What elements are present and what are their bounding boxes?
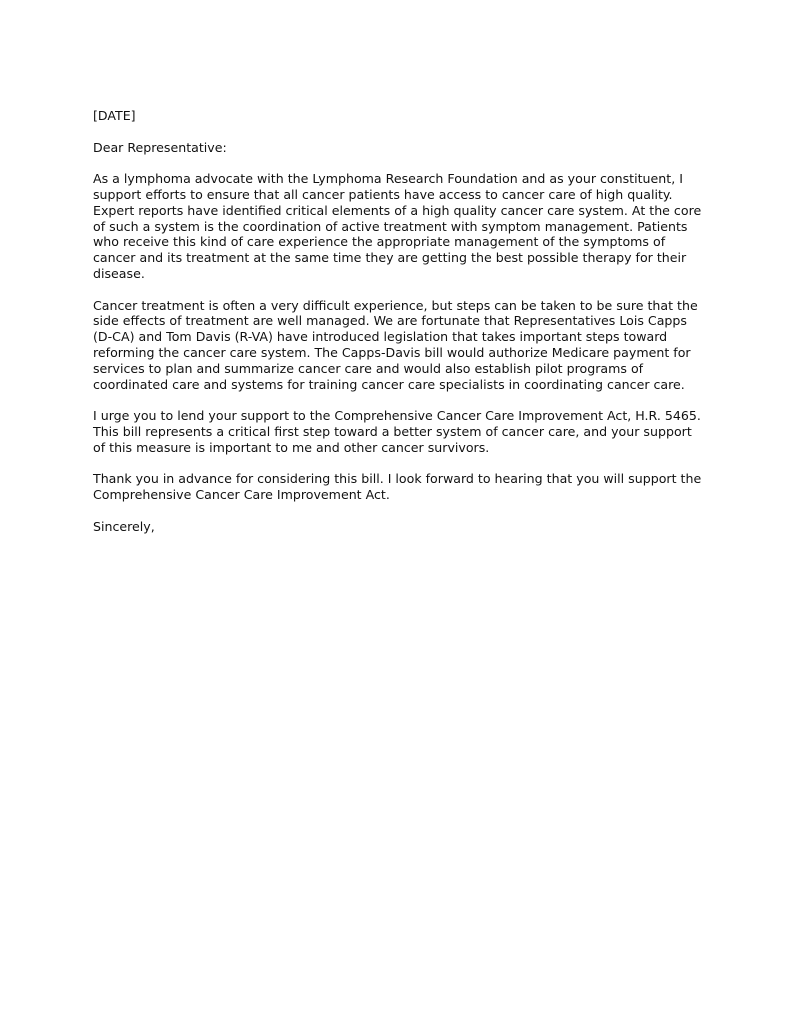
letter-salutation: Dear Representative: [93,139,227,155]
letter-paragraph-1: As a lymphoma advocate with the Lymphoma Research Foundation and as your constituent, I support efforts to ensure that all cancer patients have access to cancer care of high quality. Expert reports have identified critical elements of a high quality cancer care system. At the core of such a system is the coordination of active treatment with symptom management. Patients who receive this kind of care experience the appropriate management of the symptoms of cancer and its treatment at the same time they are getting the best possible therapy for their disease. [93,171,702,281]
letter-paragraph-3: I urge you to lend your support to the Comprehensive Cancer Care Improvement Act, H.R. 5465. This bill represents a critical first step toward a better system of cancer care, and your support of this measure is important to me and other cancer survivors. [93,408,701,455]
letter-closing: Sincerely, [93,518,155,534]
letter-paragraph-4: Thank you in advance for considering this bill. I look forward to hearing that you will support the Comprehensive Cancer Care Improvement Act. [93,471,702,503]
letter-paragraph-2: Cancer treatment is often a very difficult experience, but steps can be taken to be sure that the side effects of treatment are well managed. We are fortunate that Representatives Lois Capps (D-CA) and Tom Davis (R-VA) have introduced legislation that takes important steps toward reforming the cancer care system. The Capps-Davis bill would authorize Medicare payment for services to plan and summarize cancer care and would also establish pilot programs of coordinated care and systems for training cancer care specialists in coordinating cancer care. [93,297,698,392]
letter-body [93,108,703,550]
letter-date: [DATE] [93,108,136,123]
